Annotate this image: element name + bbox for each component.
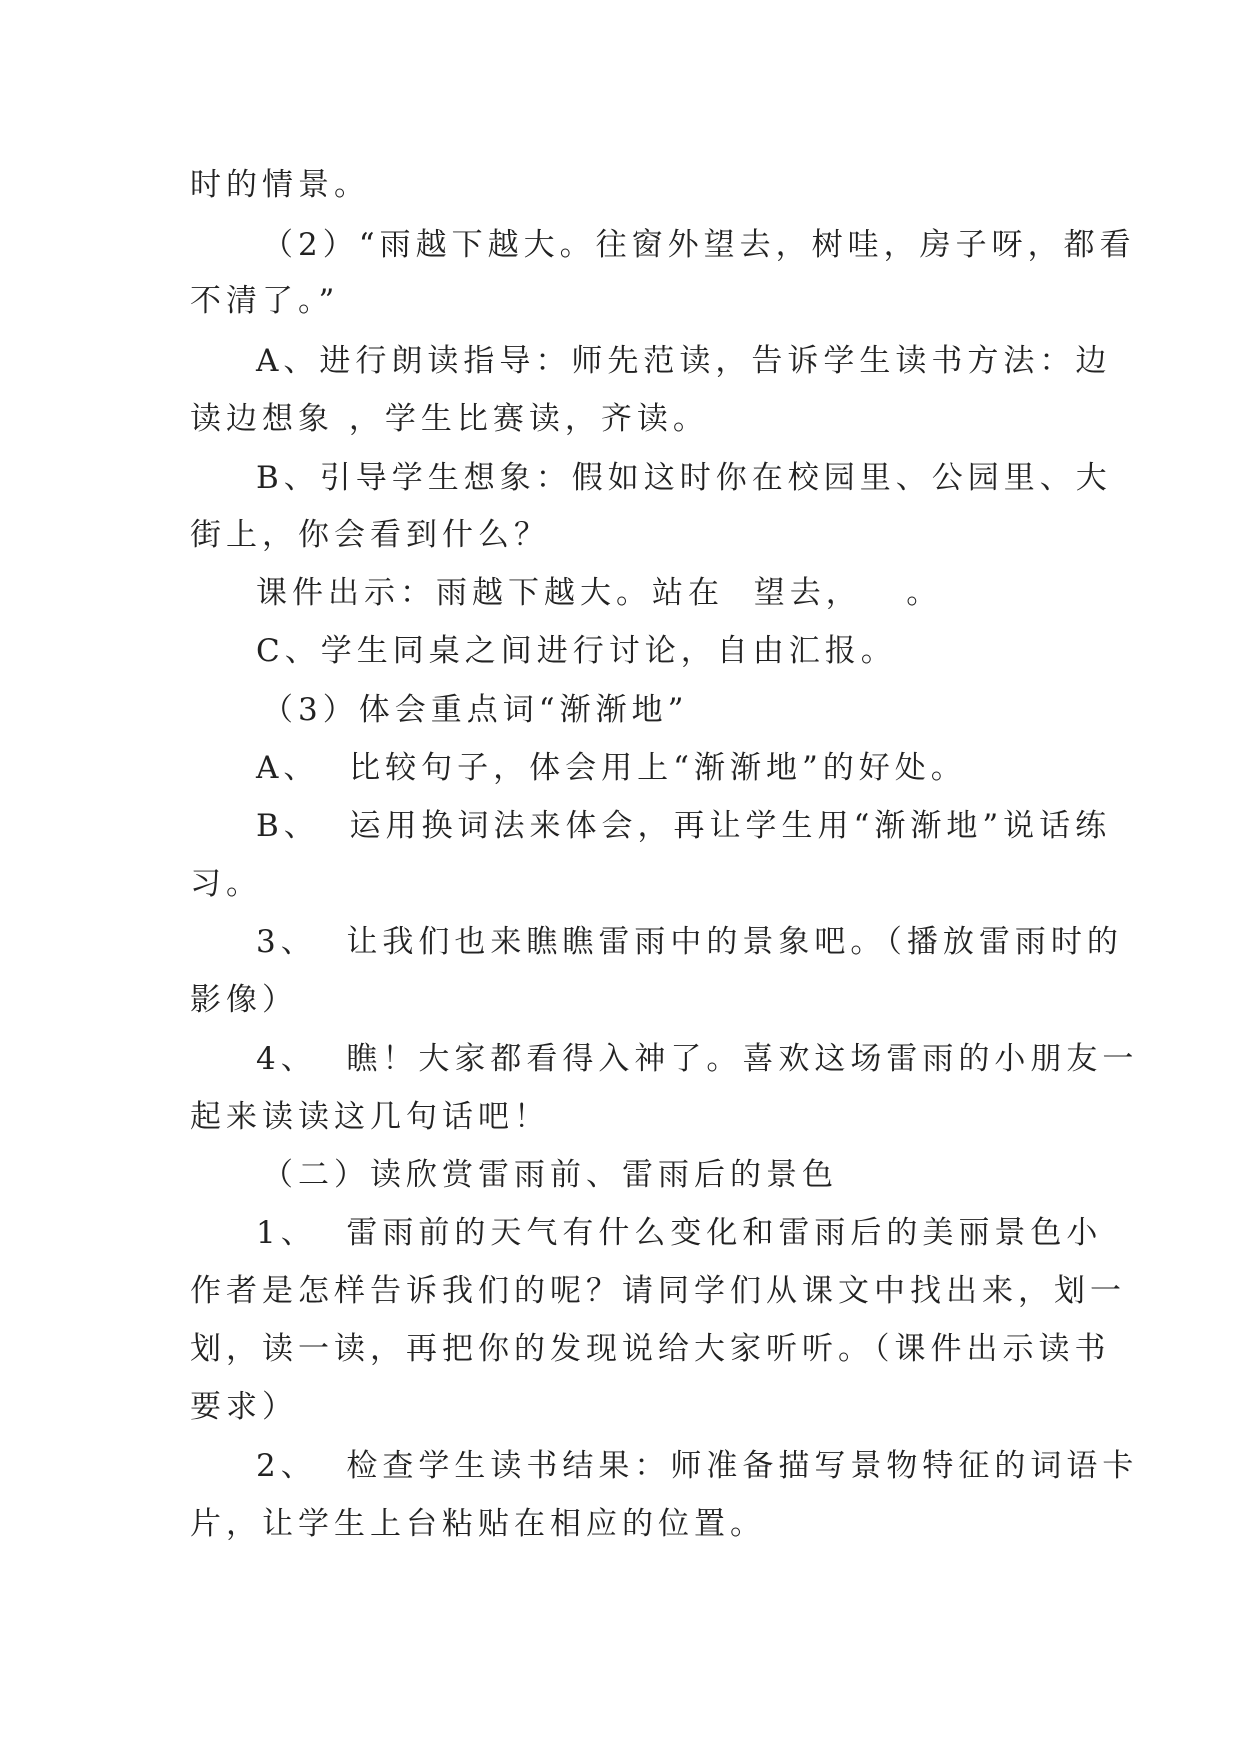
text-line: A、进行朗读指导：师先范读，告诉学生读书方法：边 (256, 343, 1112, 379)
text-line: 时的情景。 (190, 167, 370, 203)
text-line: 1、 雷雨前的天气有什么变化和雷雨后的美丽景色小 (256, 1215, 1103, 1251)
text-line: （2）“雨越下越大。往窗外望去，树哇，房子呀，都看 (262, 227, 1136, 263)
text-line: 3、 让我们也来瞧瞧雷雨中的景象吧。（播放雷雨时的 (256, 924, 1123, 960)
text-line: 2、 检查学生读书结果：师准备描写景物特征的词语卡 (256, 1448, 1139, 1484)
text-line: 划，读一读，再把你的发现说给大家听听。（课件出示读书 (190, 1331, 1111, 1367)
text-line: B、引导学生想象：假如这时你在校园里、公园里、大 (256, 460, 1112, 496)
text-line: B、 运用换词法来体会，再让学生用“渐渐地”说话练 (256, 808, 1112, 844)
text-line: （3）体会重点词“渐渐地” (262, 692, 689, 728)
text-line: （二）读欣赏雷雨前、雷雨后的景色 (262, 1157, 838, 1193)
text-line: 习。 (190, 866, 262, 902)
text-line: 读边想象 ，学生比赛读，齐读。 (190, 401, 709, 437)
text-line: 起来读读这几句话吧！ (190, 1099, 550, 1135)
text-line: 课件出示：雨越下越大。站在 望去， 。 (256, 575, 943, 611)
text-line: 街上，你会看到什么？ (190, 517, 550, 553)
text-line: C、学生同桌之间进行讨论，自由汇报。 (256, 633, 897, 669)
text-line: 4、 瞧！大家都看得入神了。喜欢这场雷雨的小朋友一 (256, 1041, 1139, 1077)
text-line: 影像） (190, 982, 298, 1018)
text-line: 作者是怎样告诉我们的呢？请同学们从课文中找出来，划一 (190, 1273, 1126, 1309)
text-line: 片，让学生上台粘贴在相应的位置。 (190, 1506, 766, 1542)
text-line: A、 比较句子，体会用上“渐渐地”的好处。 (256, 750, 967, 786)
text-line: 要求） (190, 1389, 298, 1425)
text-line: 不清了。” (190, 283, 340, 319)
